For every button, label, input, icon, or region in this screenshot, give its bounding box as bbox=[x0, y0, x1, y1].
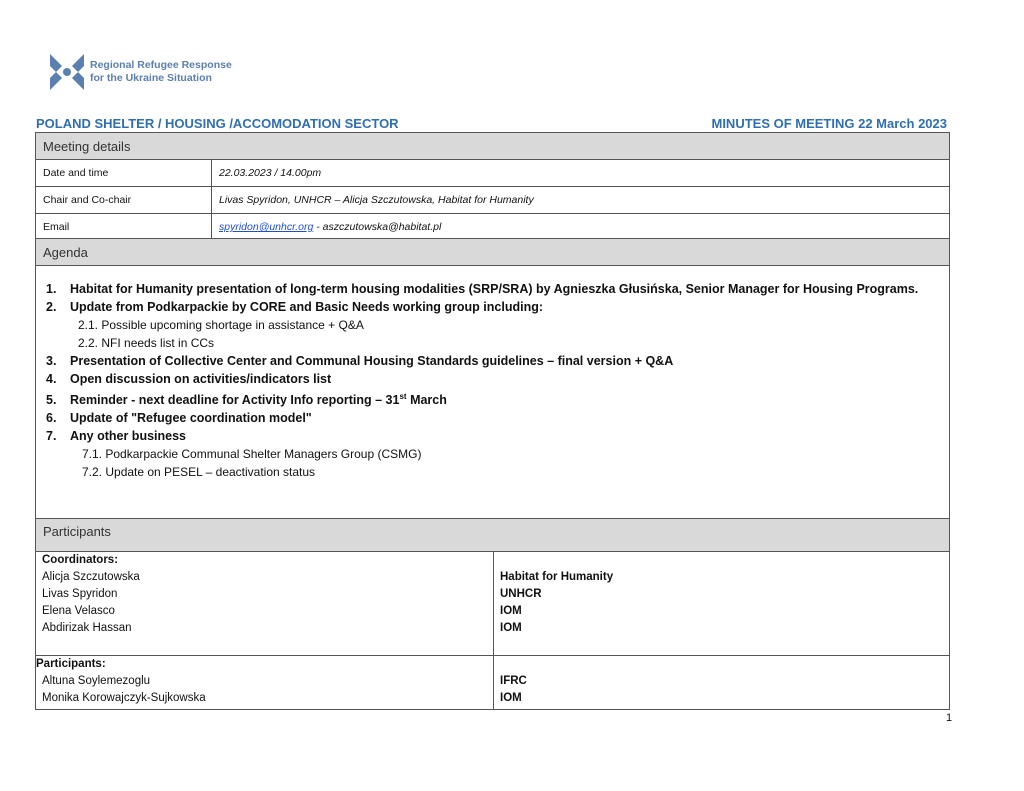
participant-org: IOM bbox=[500, 622, 522, 634]
logo-line-1: Regional Refugee Response bbox=[90, 59, 232, 71]
participant-org: IOM bbox=[500, 692, 522, 704]
participants-section bbox=[35, 518, 950, 710]
participant-name: Elena Velasco bbox=[42, 605, 115, 617]
email-secondary: aszczutowska@habitat.pl bbox=[322, 221, 442, 233]
meeting-details-heading: Meeting details bbox=[36, 133, 949, 160]
agenda-subitem: 2.1. Possible upcoming shortage in assistance + Q&A bbox=[78, 318, 364, 332]
participant-name: Abdirizak Hassan bbox=[42, 622, 132, 634]
page-number: 1 bbox=[946, 712, 953, 724]
minutes-title: MINUTES OF MEETING 22 March 2023 bbox=[711, 116, 947, 131]
agenda-heading: Agenda bbox=[36, 239, 949, 266]
coordinators-label: Coordinators: bbox=[42, 554, 119, 566]
agenda-item: 6. Update of "Refugee coordination model" bbox=[46, 411, 312, 426]
logo-line-2: for the Ukraine Situation bbox=[90, 72, 212, 84]
participant-names bbox=[36, 656, 494, 709]
chair-value: Livas Spyridon, UNHCR – Alicja Szczutowska, Habitat for Humanity bbox=[219, 194, 534, 206]
coordinators-block bbox=[36, 552, 949, 656]
agenda-item: 7. Any other business bbox=[46, 429, 186, 444]
participant-name: Alicja Szczutowska bbox=[42, 571, 140, 583]
date-row bbox=[36, 160, 949, 187]
participant-name: Livas Spyridon bbox=[42, 588, 118, 600]
participants-block bbox=[36, 656, 949, 709]
chair-label: Chair and Co-chair bbox=[36, 187, 212, 213]
participant-name: Altuna Soylemezoglu bbox=[42, 675, 151, 687]
agenda-item: 3. Presentation of Collective Center and Communal Housing Standards guidelines – final version + Q&A bbox=[46, 354, 674, 368]
coordinator-names bbox=[36, 552, 494, 655]
email-value bbox=[212, 221, 441, 233]
email-label: Email bbox=[36, 214, 212, 240]
sector-title: POLAND SHELTER / HOUSING /ACCOMODATION SECTOR bbox=[36, 116, 399, 131]
agenda-subitem: 2.2. NFI needs list in CCs bbox=[78, 336, 215, 350]
date-value: 22.03.2023 / 14.00pm bbox=[219, 167, 322, 179]
email-row bbox=[36, 214, 949, 240]
agenda-subitem: 7.2. Update on PESEL – deactivation status bbox=[82, 465, 316, 480]
date-label: Date and time bbox=[36, 160, 212, 186]
participant-orgs bbox=[494, 656, 527, 709]
agenda-item: 5. Reminder - next deadline for Activity Info reporting – 31st March bbox=[46, 392, 447, 408]
chair-row bbox=[36, 187, 949, 214]
participants-heading: Participants bbox=[36, 519, 949, 552]
agenda-subitem: 7.1. Podkarpackie Communal Shelter Managers Group (CSMG) bbox=[82, 447, 422, 462]
email-link[interactable]: spyridon@unhcr.org bbox=[219, 221, 314, 233]
participant-name: Monika Korowajczyk-Sujkowska bbox=[42, 692, 206, 704]
rrr-logo-icon bbox=[46, 50, 88, 94]
participant-org: UNHCR bbox=[500, 588, 542, 600]
logo-text bbox=[90, 59, 232, 85]
meeting-details-table bbox=[35, 132, 950, 239]
logo bbox=[46, 50, 246, 96]
email-separator: - bbox=[313, 221, 323, 233]
agenda-item: 1. Habitat for Humanity presentation of long-term housing modalities (SRP/SRA) by Agnieszka Głusińska, Senior Manager for Housing Programs. bbox=[46, 282, 919, 296]
agenda-item: 2. Update from Podkarpackie by CORE and Basic Needs working group including: bbox=[46, 300, 543, 314]
agenda-list bbox=[36, 266, 949, 481]
coordinator-orgs bbox=[494, 552, 613, 655]
agenda-item: 4. Open discussion on activities/indicators list bbox=[46, 372, 332, 386]
participants-label: Participants: bbox=[36, 658, 106, 670]
agenda-section bbox=[35, 238, 950, 551]
participant-org: IFRC bbox=[500, 675, 527, 687]
participant-org: Habitat for Humanity bbox=[500, 571, 614, 583]
participant-org: IOM bbox=[500, 605, 522, 617]
